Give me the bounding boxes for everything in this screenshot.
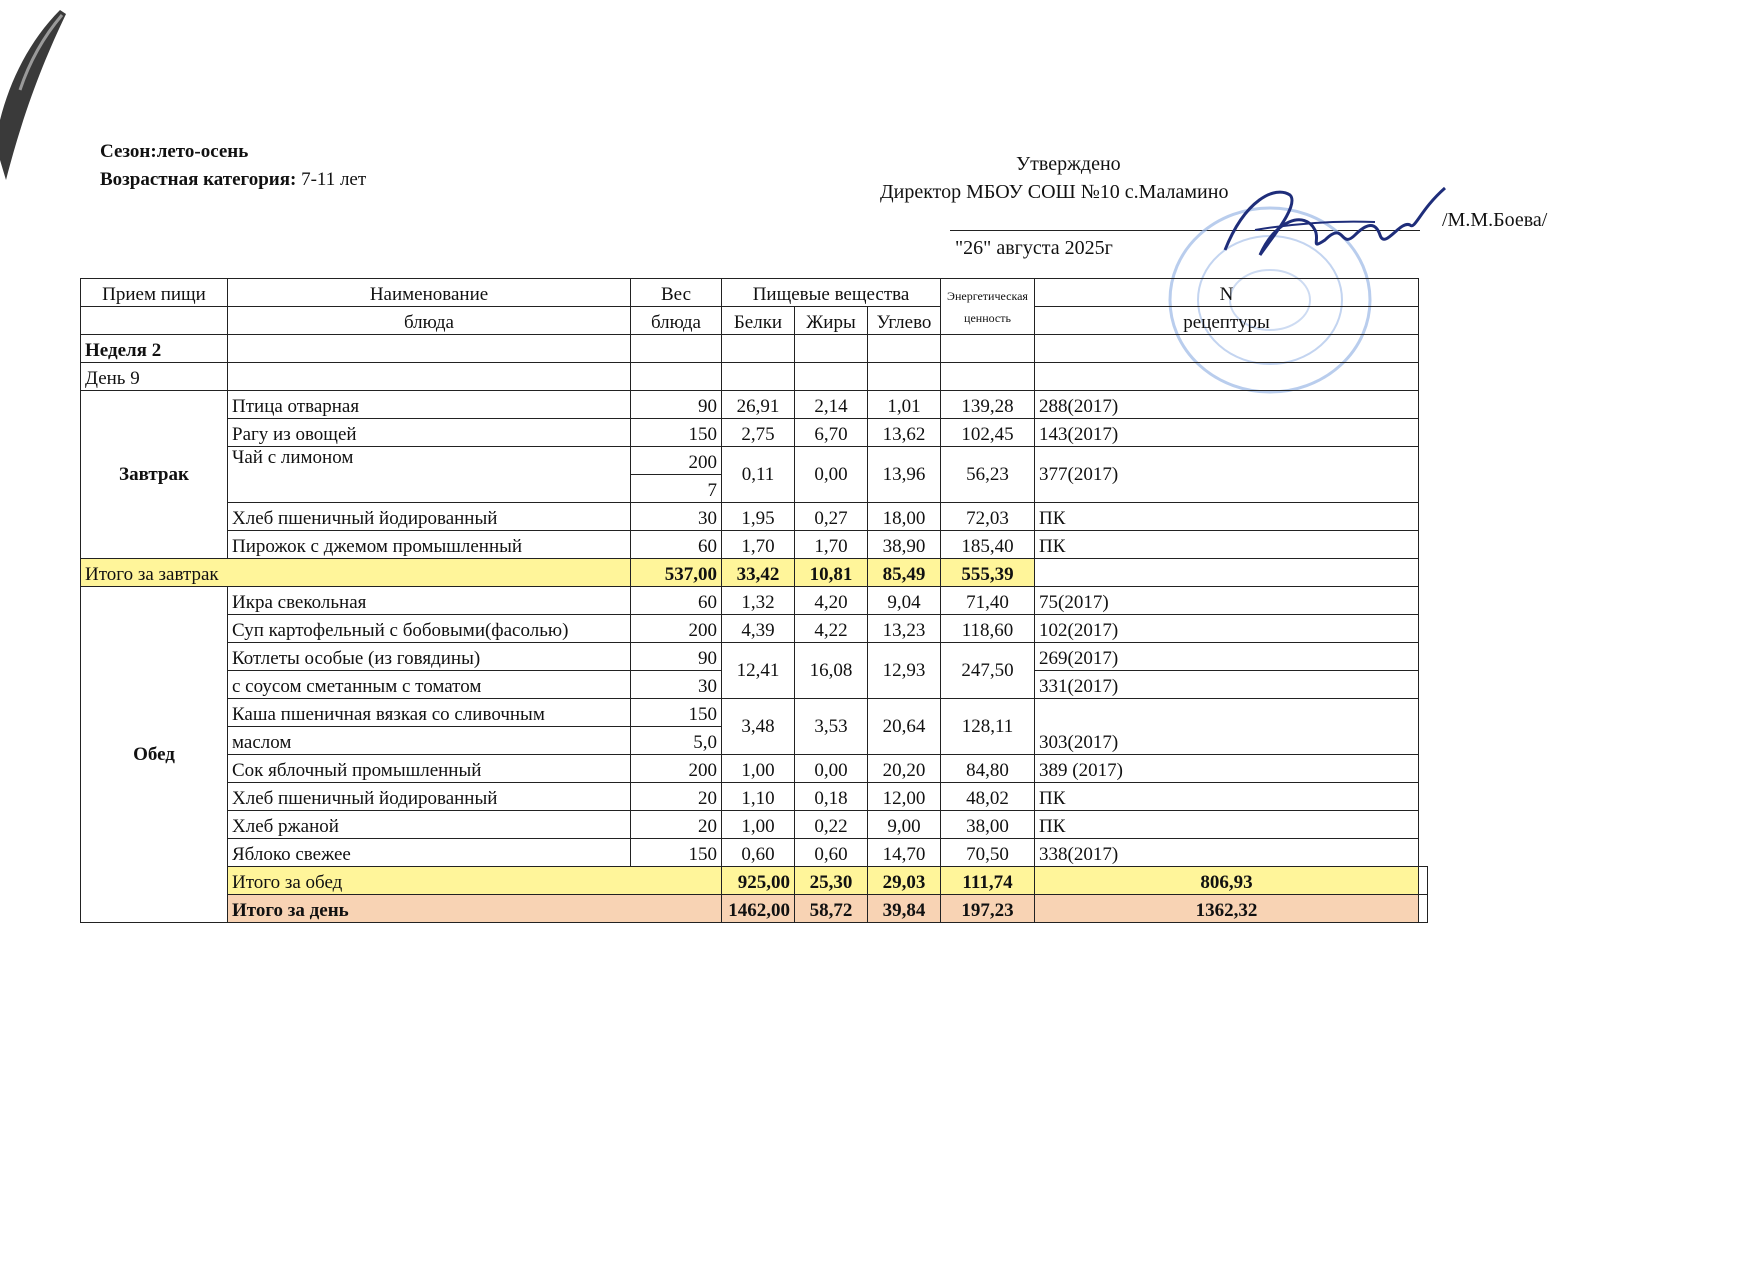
dish-recipe: 143(2017) <box>1035 419 1419 447</box>
dish-name: Пирожок с джемом промышленный <box>228 531 631 559</box>
col-weight-top: Вес <box>631 279 722 307</box>
scan-edge-artifact <box>0 0 70 190</box>
dish-weight: 150 <box>631 699 722 727</box>
season-value: лето-осень <box>156 141 249 162</box>
dish-name: Птица отварная <box>228 391 631 419</box>
dish-fats: 0,22 <box>795 811 868 839</box>
dish-name-secondary: маслом <box>228 727 631 755</box>
day-total-fats: 39,84 <box>868 895 941 923</box>
col-dish-name-bottom: блюда <box>228 307 631 335</box>
lunch-total-proteins: 25,30 <box>795 867 868 895</box>
table-row <box>81 419 1428 447</box>
dish-name-secondary: с соусом сметанным с томатом <box>228 671 631 699</box>
dish-weight: 200 <box>631 755 722 783</box>
age-line <box>100 166 366 194</box>
dish-fats: 4,22 <box>795 615 868 643</box>
season-line <box>100 138 366 166</box>
dish-weight: 90 <box>631 643 722 671</box>
dish-carbs: 12,00 <box>868 783 941 811</box>
lunch-total-weight: 925,00 <box>722 867 795 895</box>
dish-energy: 71,40 <box>941 587 1035 615</box>
dish-weight: 60 <box>631 587 722 615</box>
dish-recipe: 75(2017) <box>1035 587 1419 615</box>
dish-name: Каша пшеничная вязкая со сливочным <box>228 699 631 727</box>
day-total-carbs: 197,23 <box>941 895 1035 923</box>
dish-fats: 0,00 <box>795 755 868 783</box>
col-proteins: Белки <box>722 307 795 335</box>
table-row <box>81 391 1428 419</box>
breakfast-label: Завтрак <box>81 391 228 559</box>
dish-weight-secondary: 30 <box>631 671 722 699</box>
dish-carbs: 18,00 <box>868 503 941 531</box>
dish-weight: 60 <box>631 531 722 559</box>
breakfast-total-energy: 555,39 <box>941 559 1035 587</box>
header-row-2 <box>81 307 1428 335</box>
table-row <box>81 643 1428 671</box>
dish-energy: 247,50 <box>941 643 1035 699</box>
dish-proteins: 1,95 <box>722 503 795 531</box>
age-value: 7-11 лет <box>301 169 367 190</box>
day-total-weight: 1462,00 <box>722 895 795 923</box>
lunch-total-energy: 806,93 <box>1035 867 1419 895</box>
dish-fats: 0,00 <box>795 447 868 503</box>
dish-energy: 118,60 <box>941 615 1035 643</box>
dish-name: Хлеб пшеничный йодированный <box>228 503 631 531</box>
day-row <box>81 363 1428 391</box>
lunch-total-fats: 29,03 <box>868 867 941 895</box>
dish-name: Суп картофельный с бобовыми(фасолью) <box>228 615 631 643</box>
dish-energy: 102,45 <box>941 419 1035 447</box>
dish-energy: 48,02 <box>941 783 1035 811</box>
dish-weight-secondary: 7 <box>631 475 722 503</box>
lunch-total-label: Итого за обед <box>228 867 722 895</box>
dish-recipe: ПК <box>1035 811 1419 839</box>
menu-table <box>80 278 1428 923</box>
dish-carbs: 14,70 <box>868 839 941 867</box>
breakfast-total-carbs: 85,49 <box>868 559 941 587</box>
director-name: /М.М.Боева/ <box>1442 209 1548 231</box>
day-total-row <box>81 895 1428 923</box>
lunch-total-row <box>81 867 1428 895</box>
week-row <box>81 335 1428 363</box>
dish-recipe: 338(2017) <box>1035 839 1419 867</box>
dish-recipe: 377(2017) <box>1035 447 1419 503</box>
breakfast-total-weight: 537,00 <box>631 559 722 587</box>
dish-carbs: 12,93 <box>868 643 941 699</box>
dish-proteins: 2,75 <box>722 419 795 447</box>
header-info <box>100 138 366 194</box>
dish-energy: 72,03 <box>941 503 1035 531</box>
dish-proteins: 12,41 <box>722 643 795 699</box>
dish-carbs: 13,96 <box>868 447 941 503</box>
breakfast-total-fats: 10,81 <box>795 559 868 587</box>
dish-weight: 20 <box>631 811 722 839</box>
approval-date: "26" августа 2025г <box>955 237 1113 259</box>
dish-recipe: 269(2017) <box>1035 643 1419 671</box>
dish-fats: 1,70 <box>795 531 868 559</box>
day-total-energy: 1362,32 <box>1035 895 1419 923</box>
dish-proteins: 1,00 <box>722 811 795 839</box>
dish-proteins: 26,91 <box>722 391 795 419</box>
dish-weight: 200 <box>631 615 722 643</box>
day-total-label: Итого за день <box>228 895 722 923</box>
breakfast-total-row <box>81 559 1428 587</box>
dish-proteins: 1,32 <box>722 587 795 615</box>
director-signature <box>1215 180 1465 270</box>
dish-recipe: 389 (2017) <box>1035 755 1419 783</box>
dish-recipe: ПК <box>1035 503 1419 531</box>
col-meal-blank <box>81 307 228 335</box>
dish-proteins: 3,48 <box>722 699 795 755</box>
dish-name: Сок яблочный промышленный <box>228 755 631 783</box>
dish-recipe-secondary: 331(2017) <box>1035 671 1419 699</box>
dish-weight-secondary: 5,0 <box>631 727 722 755</box>
table-row <box>81 615 1428 643</box>
lunch-total-carbs: 111,74 <box>941 867 1035 895</box>
dish-fats: 0,27 <box>795 503 868 531</box>
dish-weight: 150 <box>631 419 722 447</box>
breakfast-total-label: Итого за завтрак <box>81 559 631 587</box>
week-label: Неделя 2 <box>81 335 228 363</box>
dish-weight: 20 <box>631 783 722 811</box>
col-nutrients: Пищевые вещества <box>722 279 941 307</box>
dish-carbs: 13,23 <box>868 615 941 643</box>
dish-recipe: ПК <box>1035 531 1419 559</box>
dish-recipe: ПК <box>1035 783 1419 811</box>
table-row <box>81 699 1428 727</box>
dish-carbs: 9,00 <box>868 811 941 839</box>
dish-energy: 128,11 <box>941 699 1035 755</box>
col-recipe-top: N <box>1035 279 1419 307</box>
dish-name: Рагу из овощей <box>228 419 631 447</box>
dish-energy: 84,80 <box>941 755 1035 783</box>
dish-fats: 16,08 <box>795 643 868 699</box>
dish-name: Икра свекольная <box>228 587 631 615</box>
table-row <box>81 447 1428 475</box>
dish-carbs: 9,04 <box>868 587 941 615</box>
lunch-label: Обед <box>81 587 228 923</box>
dish-recipe: 288(2017) <box>1035 391 1419 419</box>
dish-carbs: 20,64 <box>868 699 941 755</box>
table-row <box>81 531 1428 559</box>
day-total-proteins: 58,72 <box>795 895 868 923</box>
dish-weight: 30 <box>631 503 722 531</box>
dish-proteins: 0,11 <box>722 447 795 503</box>
dish-energy: 185,40 <box>941 531 1035 559</box>
dish-name: Котлеты особые (из говядины) <box>228 643 631 671</box>
dish-proteins: 4,39 <box>722 615 795 643</box>
table-row <box>81 839 1428 867</box>
dish-recipe: 102(2017) <box>1035 615 1419 643</box>
col-weight-bottom: блюда <box>631 307 722 335</box>
director-title: Директор МБОУ СОШ №10 с.Маламино <box>880 181 1229 203</box>
col-recipe-bottom: рецептуры <box>1035 307 1419 335</box>
table-row <box>81 811 1428 839</box>
dish-name: Чай с лимоном <box>228 447 631 503</box>
dish-weight: 90 <box>631 391 722 419</box>
table-row <box>81 587 1428 615</box>
dish-proteins: 1,10 <box>722 783 795 811</box>
dish-weight: 200 <box>631 447 722 475</box>
age-label: Возрастная категория: <box>100 169 297 190</box>
dish-proteins: 1,70 <box>722 531 795 559</box>
dish-weight: 150 <box>631 839 722 867</box>
dish-name: Хлеб ржаной <box>228 811 631 839</box>
dish-carbs: 20,20 <box>868 755 941 783</box>
dish-fats: 0,60 <box>795 839 868 867</box>
dish-fats: 3,53 <box>795 699 868 755</box>
dish-proteins: 1,00 <box>722 755 795 783</box>
dish-carbs: 38,90 <box>868 531 941 559</box>
dish-fats: 6,70 <box>795 419 868 447</box>
dish-name: Хлеб пшеничный йодированный <box>228 783 631 811</box>
table-row <box>81 503 1428 531</box>
approved-label: Утверждено <box>1016 153 1121 175</box>
dish-energy: 56,23 <box>941 447 1035 503</box>
breakfast-total-proteins: 33,42 <box>722 559 795 587</box>
dish-fats: 2,14 <box>795 391 868 419</box>
dish-energy: 70,50 <box>941 839 1035 867</box>
col-meal: Прием пищи <box>81 279 228 307</box>
dish-name: Яблоко свежее <box>228 839 631 867</box>
col-dish-name-top: Наименование <box>228 279 631 307</box>
table-row <box>81 783 1428 811</box>
table-row <box>81 755 1428 783</box>
col-carbs: Углево <box>868 307 941 335</box>
dish-fats: 4,20 <box>795 587 868 615</box>
day-label: День 9 <box>81 363 228 391</box>
dish-energy: 139,28 <box>941 391 1035 419</box>
dish-proteins: 0,60 <box>722 839 795 867</box>
dish-carbs: 13,62 <box>868 419 941 447</box>
dish-recipe: 303(2017) <box>1035 699 1419 755</box>
col-energy: Энергетическая ценность <box>941 279 1035 335</box>
col-fats: Жиры <box>795 307 868 335</box>
dish-fats: 0,18 <box>795 783 868 811</box>
dish-carbs: 1,01 <box>868 391 941 419</box>
season-label: Сезон: <box>100 141 157 162</box>
dish-energy: 38,00 <box>941 811 1035 839</box>
header-row-1 <box>81 279 1428 307</box>
